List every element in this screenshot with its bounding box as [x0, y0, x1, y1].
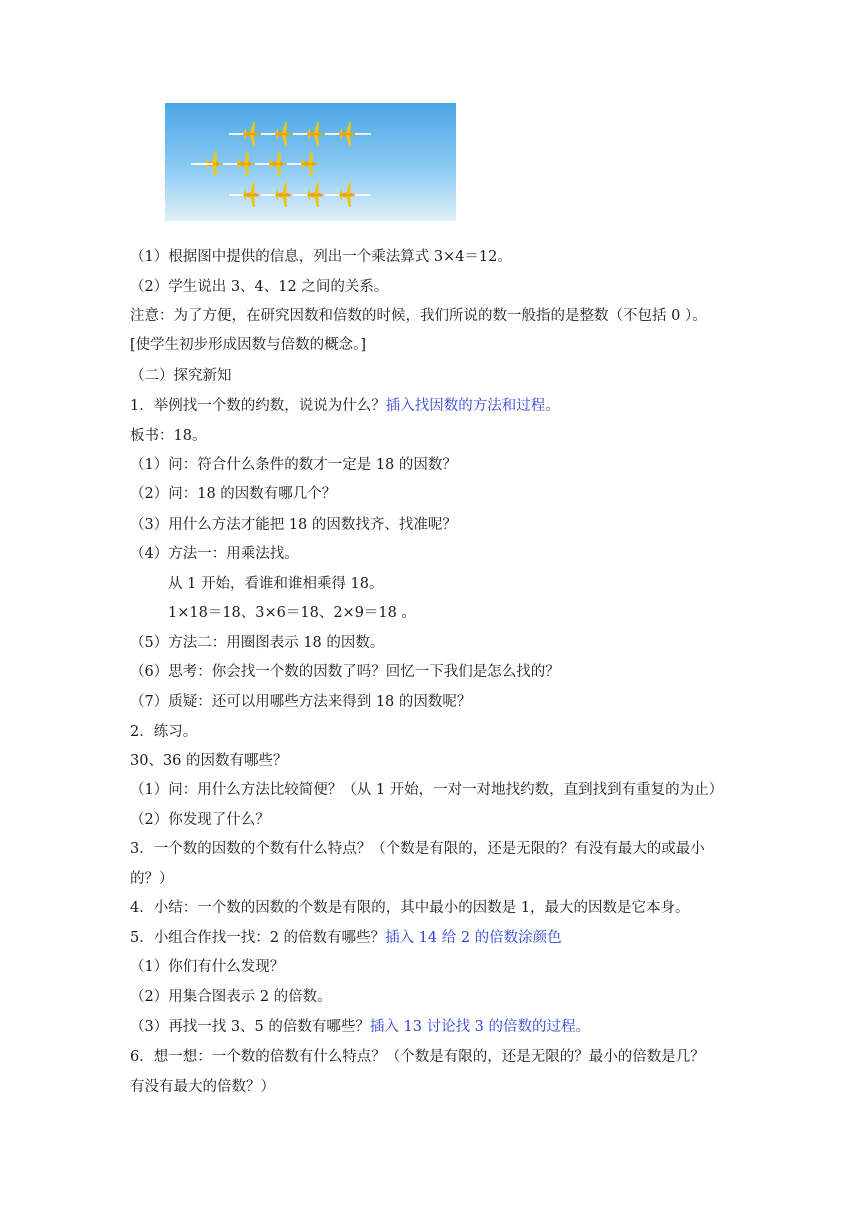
- airplane-icon: [229, 122, 259, 146]
- text-line: [130, 987, 332, 1007]
- text-line-content: 从 1 开始，看谁和谁相乘得 18。: [168, 576, 384, 592]
- text-line-content: （1）问：符合什么条件的数才一定是 18 的因数？: [130, 457, 457, 473]
- contrail: [355, 133, 371, 135]
- text-line: [130, 1077, 275, 1097]
- text-line: [130, 928, 562, 948]
- text-line: [130, 1017, 590, 1037]
- text-line: [130, 722, 197, 742]
- text-line: [130, 396, 560, 416]
- text-line: [130, 869, 174, 889]
- text-line: [130, 957, 284, 977]
- airplane-icon: [287, 152, 317, 176]
- text-line-content: 1×18＝18、3×6＝18、2×9＝18 。: [168, 605, 416, 621]
- text-line: [130, 247, 512, 267]
- text-line-content: 板书：18。: [130, 428, 207, 444]
- text-line: [130, 1047, 705, 1067]
- text-line: [168, 574, 384, 594]
- text-line: [168, 603, 416, 623]
- text-line-content: 4．小结：一个数的因数的个数是有限的，其中最小的因数是 1，最大的因数是它本身。: [130, 900, 690, 916]
- text-line: [130, 455, 457, 475]
- text-line-content: 5．小组合作找一找：2 的倍数有哪些？: [130, 930, 386, 946]
- contrail: [197, 163, 213, 165]
- airplane-icon: [325, 183, 355, 207]
- text-line: [130, 426, 206, 446]
- text-line-content: （1）你们有什么发现？: [130, 959, 285, 975]
- text-line-content: 1．举例找一个数的约数，说说为什么？: [130, 398, 386, 414]
- insert-note-link[interactable]: 插入 14 给 2 的倍数涂颜色: [385, 930, 562, 946]
- text-line-content: 2．练习。: [130, 724, 198, 740]
- airplane-icon: [261, 183, 291, 207]
- text-line-content: 的？）: [130, 871, 174, 887]
- text-line: [130, 810, 270, 830]
- text-line: [130, 544, 299, 564]
- text-line: [130, 633, 384, 653]
- insert-note-link[interactable]: 插入 13 讨论找 3 的倍数的过程。: [369, 1019, 591, 1035]
- airplane-icon: [325, 122, 355, 146]
- text-line: [130, 751, 288, 771]
- contrail: [355, 194, 371, 196]
- text-line-content: （3）再找一找 3、5 的倍数有哪些？: [130, 1019, 370, 1035]
- text-line-content: （5）方法二：用圈图表示 18 的因数。: [130, 635, 385, 651]
- airplane-icon: [223, 152, 253, 176]
- airplane-icon: [255, 152, 285, 176]
- text-line: [130, 515, 457, 535]
- text-line: [130, 335, 366, 355]
- text-line-content: （二）探究新知: [130, 368, 232, 384]
- text-line-content: （2）问：18 的因数有哪几个？: [130, 486, 337, 502]
- text-line-content: （1）根据图中提供的信息，列出一个乘法算式 3×4＝12。: [130, 249, 512, 265]
- text-line-content: 6．想一想：一个数的倍数有什么特点？（个数是有限的，还是无限的？最小的倍数是几？: [130, 1049, 705, 1065]
- text-line: [130, 692, 471, 712]
- text-line-content: （2）你发现了什么？: [130, 812, 270, 828]
- text-line: [130, 780, 723, 800]
- text-line-content: （2）学生说出 3、4、12 之间的关系。: [130, 279, 389, 295]
- text-line: [130, 306, 707, 326]
- text-line-content: （1）问：用什么方法比较简便？（从 1 开始，一对一对地找约数，直到找到有重复的为止）: [130, 782, 724, 798]
- airplane-icon: [293, 183, 323, 207]
- text-line: [130, 277, 388, 297]
- text-line-content: [使学生初步形成因数与倍数的概念。]: [130, 337, 367, 353]
- text-line-content: （6）思考：你会找一个数的因数了吗？回忆一下我们是怎么找的？: [130, 664, 560, 680]
- airplane-icon: [261, 122, 291, 146]
- airplane-icon: [293, 122, 323, 146]
- text-line-content: 3．一个数的因数的个数有什么特点？（个数是有限的，还是无限的？有没有最大的或最小: [130, 841, 705, 857]
- text-line-content: （4）方法一：用乘法找。: [130, 546, 299, 562]
- airplane-icon: [229, 183, 259, 207]
- text-line-content: 有没有最大的倍数？）: [130, 1079, 275, 1095]
- text-line-content: （7）质疑：还可以用哪些方法来得到 18 的因数呢？: [130, 694, 472, 710]
- text-line: [130, 839, 705, 859]
- text-line: [130, 484, 336, 504]
- text-line: [130, 662, 560, 682]
- airplanes-illustration: [165, 103, 456, 221]
- airplanes-figure: [165, 103, 456, 221]
- text-line: [130, 898, 690, 918]
- text-line-content: 30、36 的因数有哪些？: [130, 753, 288, 769]
- text-line-content: （2）用集合图表示 2 的倍数。: [130, 989, 332, 1005]
- insert-note-link[interactable]: 插入找因数的方法和过程。: [385, 398, 560, 414]
- text-line-content: 注意：为了方便，在研究因数和倍数的时候，我们所说的数一般指的是整数（不包括 0 ）。: [130, 308, 707, 324]
- text-line-content: （3）用什么方法才能把 18 的因数找齐、找准呢？: [130, 517, 457, 533]
- text-line: [130, 366, 232, 386]
